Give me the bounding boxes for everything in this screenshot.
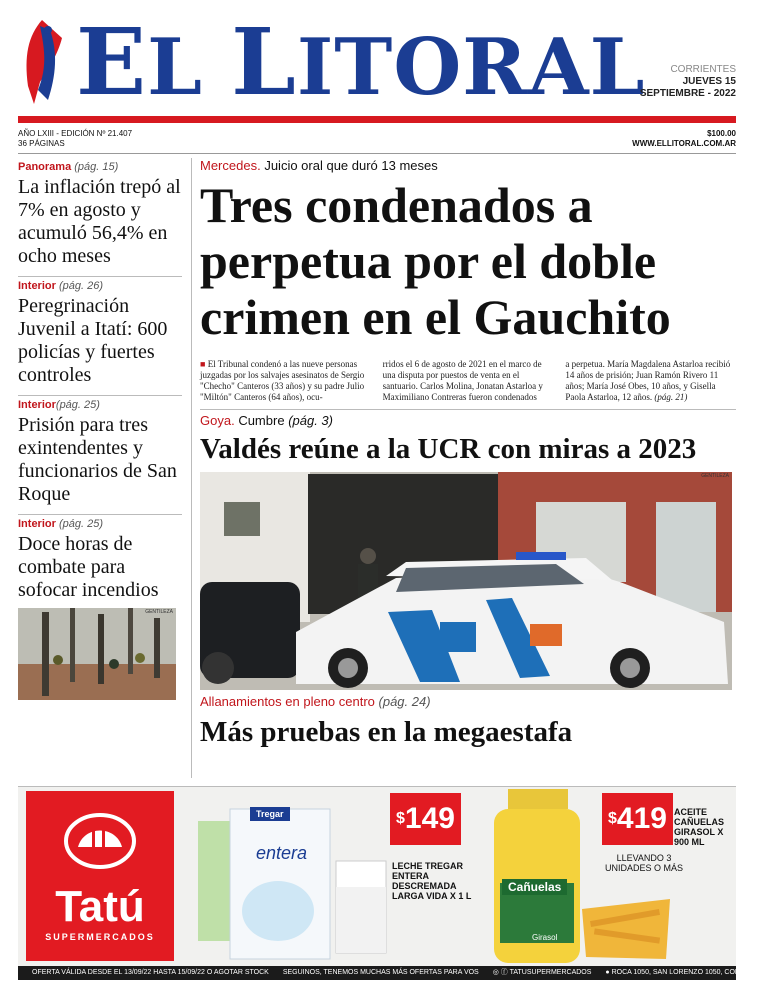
brief-story[interactable]: [18, 158, 182, 277]
page-ref: (pág. 25): [58, 518, 103, 530]
left-column: [18, 158, 182, 708]
city: CORRIENTES: [670, 64, 736, 75]
bottle-sub: Girasol: [532, 933, 558, 942]
page-ref: (pág. 15): [74, 161, 119, 173]
brief-headline[interactable]: Prisión para tres exintendentes y funcionarios de San Roque: [18, 414, 177, 505]
product-oil: ACEITE CAÑUELAS GIRASOL X 900 ML: [674, 807, 725, 847]
bottle-brand: Cañuelas: [502, 879, 567, 895]
second-place: Goya.: [200, 413, 235, 428]
main-column: [200, 158, 736, 749]
ad-handle: ◎ ⓕ TATUSUPERMERCADOS: [492, 969, 592, 976]
supermarket-ad[interactable]: [18, 786, 770, 980]
police-car-image-icon: [200, 472, 732, 690]
brief-story[interactable]: [18, 277, 182, 396]
brief-headline[interactable]: La inflación trepó al 7% en agosto y acumuló 56,4% en ocho meses: [18, 176, 181, 267]
price-tag-milk: $149: [390, 793, 461, 845]
lead-col-2: rridos el 6 de agosto de 2021 en el marco de una disputa por puestos de venta en el santuario. Carlos Molina, Jonatan Astarloa y Maximiliano Contreras fueron condenados: [382, 359, 543, 402]
section-label: Interior: [18, 280, 56, 292]
brief-headline[interactable]: Doce horas de combate para sofocar incendios: [18, 533, 159, 601]
lead-kicker: [200, 158, 736, 173]
second-kicker: Goya. Cumbre (pág. 3): [200, 413, 333, 428]
product-milk: LECHE TREGAR ENTERA DESCREMADA LARGA VIDA X 1 L: [392, 861, 472, 901]
lead-place: Mercedes.: [200, 158, 261, 173]
section-label: Interior: [18, 518, 56, 530]
pack-label: entera: [256, 843, 308, 863]
edition-info: [18, 129, 132, 149]
newspaper-title[interactable]: EL LITORAL: [76, 8, 646, 116]
column-divider: [191, 158, 192, 778]
brief-headline[interactable]: Peregrinación Juvenil a Itatí: 600 policías y fuertes controles: [18, 295, 168, 386]
ad-footer: [18, 966, 770, 980]
milk-carton-icon: [198, 801, 398, 961]
brief-story[interactable]: [18, 515, 182, 708]
price-info: [632, 129, 736, 149]
masthead: [14, 10, 736, 116]
pages-count: 36 PÁGINAS: [18, 139, 65, 148]
ad-social: SEGUINOS, TENEMOS MUCHAS MÁS OFERTAS PARA VOS: [282, 969, 479, 976]
armadillo-icon: [60, 807, 140, 871]
ad-brand-sub: SUPERMERCADOS: [45, 932, 155, 942]
ad-address: ● ROCA 1050, SAN LORENZO 1050, CORRIENTES: [605, 969, 770, 976]
lead-col-3: a perpetua. María Magdalena Astarloa recibió 14 años de prisión; Juan Ramón Rivero 11 años; María José Obes, 10 años, y Gisella Paola Astarloa, 12 años. (pág. 21): [565, 359, 731, 402]
masthead-rule: [18, 116, 736, 123]
month: SEPTIEMBRE - 2022: [639, 88, 736, 99]
day: JUEVES 15: [682, 76, 736, 87]
pack-brand: Tregar: [250, 807, 290, 821]
photo-credit: GENTILEZA: [145, 609, 173, 615]
forest-fire-photo[interactable]: [18, 608, 176, 700]
lead-body: [200, 359, 736, 403]
promo-oil: LLEVANDO 3 UNIDADES O MÁS: [604, 853, 683, 873]
section-label: Panorama: [18, 161, 72, 173]
year-edition: AÑO LXIII - EDICIÓN Nº 21.407: [18, 129, 133, 138]
photo-credit: GENTILEZA: [701, 473, 729, 479]
section-label: Interior: [18, 399, 56, 411]
page-ref: (pág. 26): [58, 280, 103, 292]
date-box: [640, 64, 736, 100]
cover-price: $100.00: [707, 129, 736, 138]
forest-photo-icon: [18, 608, 176, 700]
tatu-logo: [26, 791, 174, 961]
lead-col-1: ■ El Tribunal condenó a las nueve personas juzgadas por los salvajes asesinatos de Sergio "Checho" Canteros (33 años) y su padre Julio "Miltón" Canteros (64 años), ocu-: [200, 359, 365, 402]
third-headline[interactable]: Más pruebas en la megaestafa: [200, 716, 573, 748]
ad-validity: OFERTA VÁLIDA DESDE EL 13/09/22 HASTA 15/09/22 O AGOTAR STOCK: [32, 969, 269, 976]
price-tag-oil: $419: [602, 793, 673, 845]
third-kicker-text: Allanamientos en pleno centro: [200, 694, 375, 709]
lead-kicker-text: Juicio oral que duró 13 meses: [264, 158, 438, 173]
bird-logo-icon: [18, 16, 66, 108]
ad-brand: Tatú: [55, 882, 145, 931]
brief-story[interactable]: [18, 396, 182, 515]
divider: [200, 409, 736, 410]
third-kicker: Allanamientos en pleno centro (pág. 24): [200, 694, 431, 709]
page-ref: (pág. 25): [55, 399, 100, 411]
police-car-photo[interactable]: [200, 472, 732, 690]
website-link[interactable]: WWW.ELLITORAL.COM.AR: [632, 139, 736, 148]
lead-headline[interactable]: Tres condenados a perpetua por el doble crimen en el Gauchito: [200, 177, 671, 345]
second-headline[interactable]: Valdés reúne a la UCR con miras a 2023: [200, 433, 697, 465]
divider: [18, 153, 736, 154]
